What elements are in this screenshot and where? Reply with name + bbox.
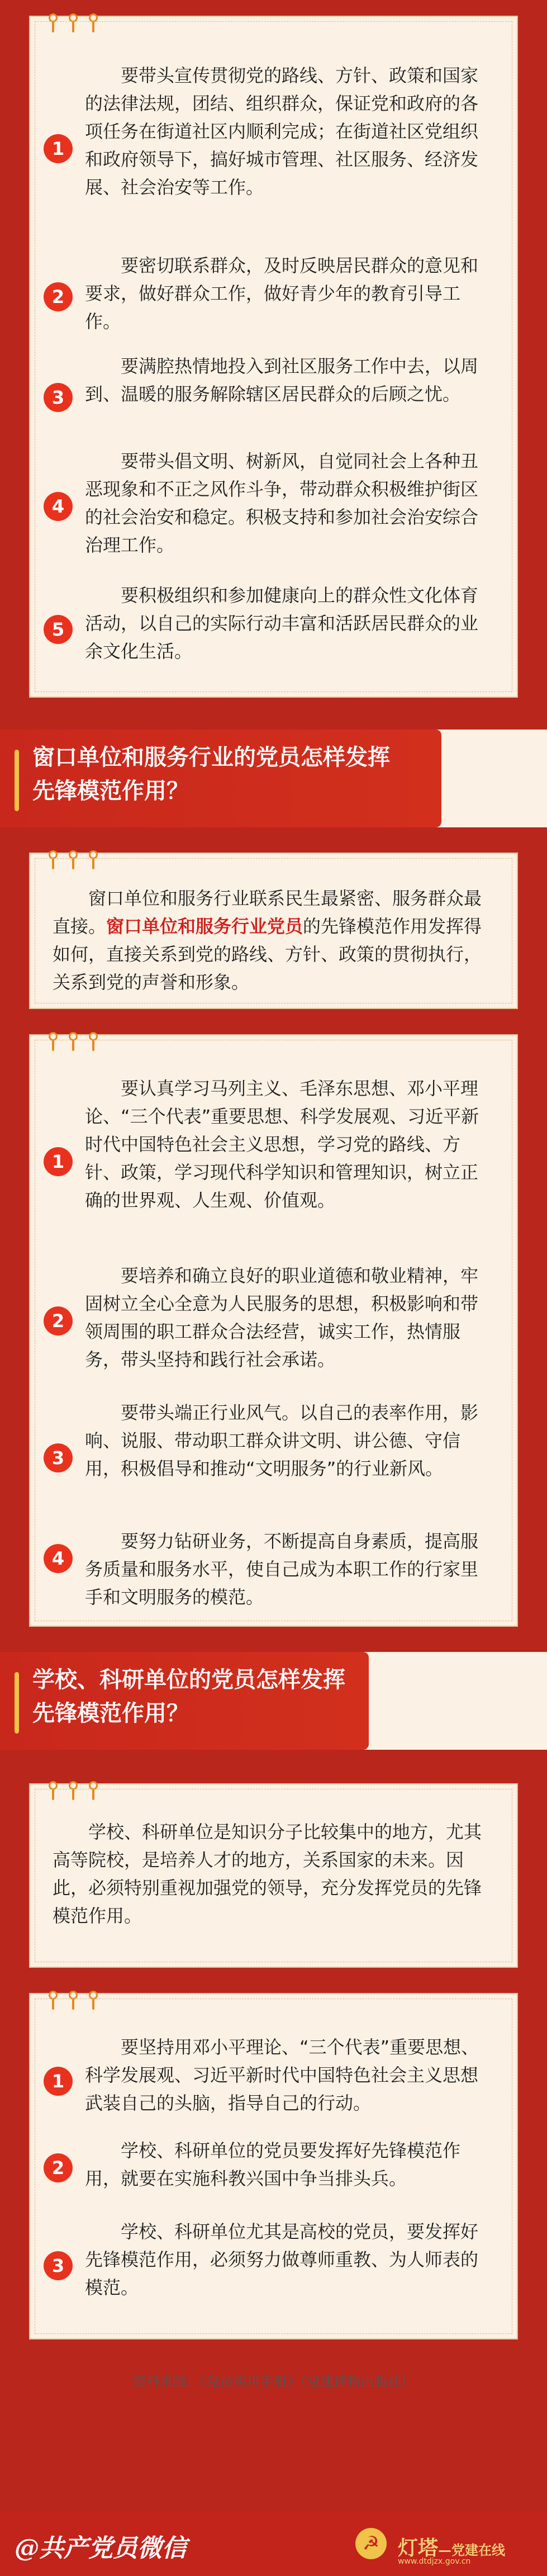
section-title-line2: 先锋模范作用？: [32, 778, 189, 804]
footer-logo-name: 灯塔: [398, 2536, 439, 2560]
card-community-duties: [29, 16, 518, 698]
intro-text: 窗口单位和服务行业联系民生最紧密、服务群众最直接。: [53, 888, 482, 937]
intro-paragraph: 学校、科研单位是知识分子比较集中的地方，尤其高等院校，是培养人才的地方，关系国家的未来。因此，必须特别重视加强党的领导，充分发挥党员的先锋模范作用。: [53, 1821, 482, 1926]
number-badge: 2: [44, 1306, 73, 1336]
pin-decoration: [47, 850, 99, 870]
number-badge: 2: [44, 282, 73, 311]
item-text: 要培养和确立良好的职业道德和敬业精神，牢固树立全心全意为人民服务的思想，积极影响和带领周围的职工群众合法经营，诚实工作，热情服务，带头坚持和践行社会承诺。: [85, 1265, 479, 1370]
item-text: 要认真学习马列主义、毛泽东思想、邓小平理论、“三个代表”重要思想、科学发展观、习近平新时代中国特色社会主义思想，学习党的路线、方针、政策，学习现代科学知识和管理知识，树立正确的世界观、人生观、价值观。: [85, 1078, 479, 1211]
number-badge: 5: [44, 615, 73, 644]
item-text: 要积极组织和参加健康向上的群众性文化体育活动，以自己的实际行动丰富和活跃居民群众的业余文化生活。: [85, 585, 479, 662]
intro-text: 的先锋模范作用发挥得如何，直接关系到党的路线、方针、政策的贯彻执行，关系到党的声誉和形象。: [53, 916, 482, 993]
number-badge: 1: [44, 2067, 73, 2096]
pin-decoration: [47, 1781, 99, 1801]
source-note: 资料来源：《党员实用手册》（党建读物出版社）: [132, 2374, 415, 2389]
footer-logo-url: www.dtdjzx.gov.cn: [398, 2557, 471, 2566]
list-item: [44, 1262, 494, 1374]
item-text: 要带头倡文明、树新风，自觉同社会上各种丑恶现象和不正之风作斗争，带动群众积极维护街区的社会治安和稳定。积极支持和参加社会治安综合治理工作。: [85, 451, 479, 556]
list-item: [44, 447, 494, 559]
number-badge: 1: [44, 1147, 73, 1176]
footer-logo-suffix: —党建在线: [438, 2542, 506, 2558]
pin-decoration: [47, 13, 99, 34]
list-item: [44, 2033, 494, 2117]
card-window-duties: [29, 1034, 518, 1627]
pin-decoration: [47, 1991, 99, 2011]
list-item: [44, 1399, 494, 1483]
section-title: [0, 1652, 369, 1750]
footer: [0, 2512, 547, 2576]
footer-brand: @共产党员微信: [15, 2534, 187, 2563]
item-text: 要带头端正行业风气。以自己的表率作用，影响、说服、带动职工群众讲文明、讲公德、守信用，积极倡导和推动“文明服务”的行业新风。: [85, 1402, 479, 1479]
section-banner: [0, 730, 547, 827]
number-badge: 4: [44, 1544, 73, 1573]
card-school-intro: [29, 1783, 518, 1968]
section-title: [0, 730, 441, 827]
number-badge: 3: [44, 1443, 73, 1472]
item-text: 要坚持用邓小平理论、“三个代表”重要思想、科学发展观、习近平新时代中国特色社会主义思想武装自己的头脑，指导自己的行动。: [85, 2037, 479, 2114]
item-text: 要带头宣传贯彻党的路线、方针、政策和国家的法律法规，团结、组织群众，保证党和政府的各项任务在街道社区内顺利完成；在街道社区党组织和政府领导下，搞好城市管理、社区服务、经济发展、社会治安等工作。: [85, 65, 479, 198]
list-item: [44, 1074, 494, 1214]
list-item: [44, 2137, 494, 2193]
item-text: 要满腔热情地投入到社区服务工作中去，以周到、温暖的服务解除辖区居民群众的后顾之忧。: [85, 356, 479, 405]
list-item: [44, 252, 494, 335]
list-item: [44, 352, 494, 408]
list-item: [44, 581, 494, 665]
item-text: 学校、科研单位尤其是高校的党员，要发挥好先锋模范作用，必须努力做尊师重教、为人师表的模范。: [85, 2221, 479, 2298]
party-emblem-icon: ☭: [355, 2528, 387, 2559]
number-badge: 3: [44, 2251, 73, 2280]
card-school-duties: [29, 1993, 518, 2340]
number-badge: 2: [44, 2153, 73, 2182]
section-title-line2: 先锋模范作用？: [32, 1701, 189, 1726]
intro-highlight: 窗口单位和服务行业党员: [106, 916, 303, 937]
number-badge: 4: [44, 492, 73, 521]
item-text: 要努力钻研业务，不断提高自身素质，提高服务质量和服务水平，使自己成为本职工作的行家里手和文明服务的模范。: [85, 1531, 479, 1608]
number-badge: 1: [44, 134, 73, 163]
list-item: [44, 1527, 494, 1611]
list-item: [44, 2218, 494, 2302]
intro-paragraph: [53, 884, 494, 996]
section-banner: [0, 1652, 547, 1750]
number-badge: 3: [44, 383, 73, 412]
item-text: 要密切联系群众，及时反映居民群众的意见和要求，做好群众工作，做好青少年的教育引导工作。: [85, 255, 479, 332]
section-title-line1: 学校、科研单位的党员怎样发挥: [32, 1667, 345, 1693]
section-title-line1: 窗口单位和服务行业的党员怎样发挥: [32, 745, 390, 770]
list-item: [44, 61, 494, 201]
pin-decoration: [47, 1032, 99, 1052]
card-window-intro: [29, 853, 518, 1009]
item-text: 学校、科研单位的党员要发挥好先锋模范作用，就要在实施科教兴国中争当排头兵。: [85, 2140, 461, 2189]
